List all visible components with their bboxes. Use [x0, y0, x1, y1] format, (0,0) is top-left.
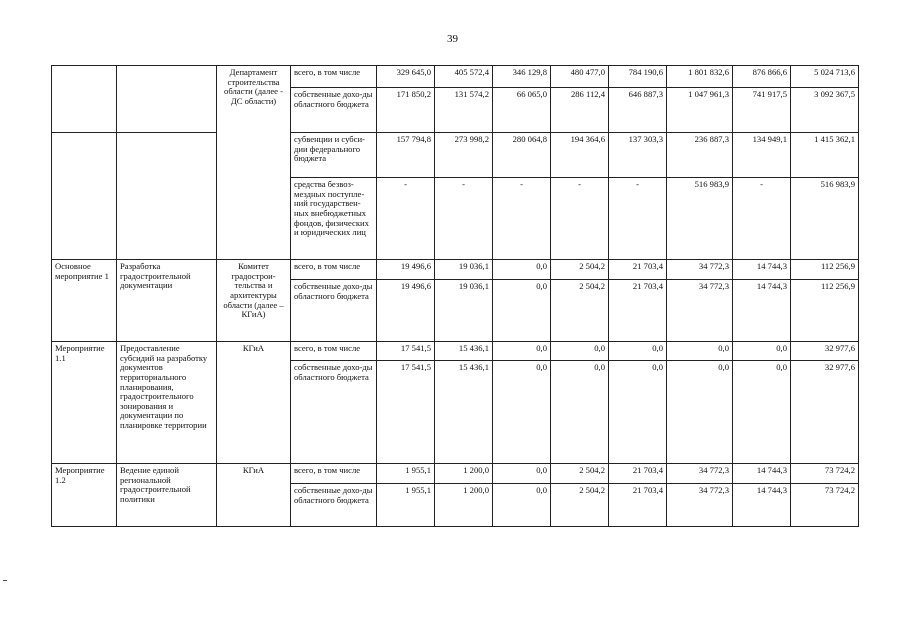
year-value-cell: 0,0 [733, 361, 791, 464]
year-value-cell: 0,0 [493, 342, 551, 361]
year-value-cell: 19 036,1 [435, 280, 493, 342]
year-value-cell: 134 949,1 [733, 133, 791, 178]
total-value-cell: 3 092 367,5 [791, 88, 859, 133]
year-value-cell: 2 504,2 [551, 280, 609, 342]
year-value-cell: 66 065,0 [493, 88, 551, 133]
year-value-cell: 2 504,2 [551, 260, 609, 280]
year-value-cell: - [551, 178, 609, 260]
executor-cell: Комитет градострои-тельства и архитектуры области (далее – КГиА) [217, 260, 291, 342]
measure-name-cell: Ведение единой региональной градостроительной политики [117, 464, 217, 527]
year-value-cell: - [493, 178, 551, 260]
year-value-cell: 0,0 [609, 342, 667, 361]
funding-source-cell: субвенции и субси-дии федерального бюджета [291, 133, 377, 178]
year-value-cell: 1 200,0 [435, 464, 493, 484]
year-value-cell: 876 866,6 [733, 66, 791, 88]
year-value-cell: 34 772,3 [667, 260, 733, 280]
year-value-cell: 131 574,2 [435, 88, 493, 133]
funding-source-cell: собственные дохо-ды областного бюджета [291, 361, 377, 464]
measure-code-cell: Мероприятие 1.2 [52, 464, 117, 527]
year-value-cell: 34 772,3 [667, 484, 733, 527]
total-value-cell: 73 724,2 [791, 484, 859, 527]
year-value-cell: 286 112,4 [551, 88, 609, 133]
total-value-cell: 112 256,9 [791, 280, 859, 342]
table-body [52, 66, 859, 527]
year-value-cell: 34 772,3 [667, 464, 733, 484]
year-value-cell: 19 496,6 [377, 280, 435, 342]
measure-name-cell: Предоставление субсидий на разработку документов территориального планирования, градостроительного зонирования и документации по планировке территории [117, 342, 217, 464]
year-value-cell: 14 744,3 [733, 484, 791, 527]
funding-source-cell: собственные дохо-ды областного бюджета [291, 484, 377, 527]
measure-name-cell [117, 133, 217, 260]
year-value-cell: 646 887,3 [609, 88, 667, 133]
year-value-cell: 34 772,3 [667, 280, 733, 342]
year-value-cell: - [609, 178, 667, 260]
year-value-cell: 1 955,1 [377, 484, 435, 527]
measure-name-cell: Разработка градостроительной документации [117, 260, 217, 342]
year-value-cell: 405 572,4 [435, 66, 493, 88]
year-value-cell: 236 887,3 [667, 133, 733, 178]
executor-cell: КГиА [217, 342, 291, 464]
measure-code-cell [52, 133, 117, 260]
funding-source-cell: собственные дохо-ды областного бюджета [291, 280, 377, 342]
year-value-cell: 194 364,6 [551, 133, 609, 178]
year-value-cell: 0,0 [493, 280, 551, 342]
year-value-cell: 1 047 961,3 [667, 88, 733, 133]
table-row [52, 260, 859, 280]
year-value-cell: 784 190,6 [609, 66, 667, 88]
year-value-cell: 0,0 [493, 260, 551, 280]
funding-source-cell: всего, в том числе [291, 66, 377, 88]
measure-code-cell: Мероприятие 1.1 [52, 342, 117, 464]
year-value-cell: 21 703,4 [609, 484, 667, 527]
year-value-cell: 0,0 [493, 464, 551, 484]
year-value-cell: 480 477,0 [551, 66, 609, 88]
year-value-cell: 19 496,6 [377, 260, 435, 280]
table-row [52, 66, 859, 88]
funding-source-cell: средства безвоз-мездных поступле-ний государствен-ных внебюджетных фондов, физических и юридических лиц [291, 178, 377, 260]
year-value-cell: 21 703,4 [609, 464, 667, 484]
year-value-cell: 741 917,5 [733, 88, 791, 133]
year-value-cell: 0,0 [667, 361, 733, 464]
year-value-cell: 21 703,4 [609, 260, 667, 280]
year-value-cell: 0,0 [493, 484, 551, 527]
year-value-cell: 516 983,9 [667, 178, 733, 260]
year-value-cell: 2 504,2 [551, 464, 609, 484]
year-value-cell: 1 801 832,6 [667, 66, 733, 88]
measure-code-cell: Основное мероприятие 1 [52, 260, 117, 342]
table-row [52, 133, 859, 178]
executor-cell: Департамент строительства области (далее - ДС области) [217, 66, 291, 260]
year-value-cell: 14 744,3 [733, 464, 791, 484]
table-row [52, 342, 859, 361]
total-value-cell: 73 724,2 [791, 464, 859, 484]
year-value-cell: 17 541,5 [377, 361, 435, 464]
edge-mark [3, 580, 7, 581]
year-value-cell: 0,0 [733, 342, 791, 361]
total-value-cell: 1 415 362,1 [791, 133, 859, 178]
year-value-cell: 19 036,1 [435, 260, 493, 280]
year-value-cell: 15 436,1 [435, 361, 493, 464]
year-value-cell: 0,0 [667, 342, 733, 361]
funding-source-cell: собственные дохо-ды областного бюджета [291, 88, 377, 133]
year-value-cell: 346 129,8 [493, 66, 551, 88]
year-value-cell: 137 303,3 [609, 133, 667, 178]
year-value-cell: 15 436,1 [435, 342, 493, 361]
year-value-cell: 157 794,8 [377, 133, 435, 178]
year-value-cell: - [733, 178, 791, 260]
funding-source-cell: всего, в том числе [291, 260, 377, 280]
year-value-cell: 329 645,0 [377, 66, 435, 88]
table-row [52, 464, 859, 484]
total-value-cell: 32 977,6 [791, 342, 859, 361]
budget-table [51, 65, 859, 527]
year-value-cell: 0,0 [551, 342, 609, 361]
measure-code-cell [52, 66, 117, 133]
year-value-cell: 0,0 [609, 361, 667, 464]
year-value-cell: 1 955,1 [377, 464, 435, 484]
year-value-cell: 280 064,8 [493, 133, 551, 178]
year-value-cell: - [377, 178, 435, 260]
year-value-cell: 1 200,0 [435, 484, 493, 527]
year-value-cell: 14 744,3 [733, 280, 791, 342]
year-value-cell: 17 541,5 [377, 342, 435, 361]
funding-source-cell: всего, в том числе [291, 342, 377, 361]
total-value-cell: 112 256,9 [791, 260, 859, 280]
executor-cell: КГиА [217, 464, 291, 527]
year-value-cell: - [435, 178, 493, 260]
total-value-cell: 5 024 713,6 [791, 66, 859, 88]
total-value-cell: 516 983,9 [791, 178, 859, 260]
total-value-cell: 32 977,6 [791, 361, 859, 464]
year-value-cell: 2 504,2 [551, 484, 609, 527]
year-value-cell: 273 998,2 [435, 133, 493, 178]
funding-source-cell: всего, в том числе [291, 464, 377, 484]
year-value-cell: 0,0 [551, 361, 609, 464]
measure-name-cell [117, 66, 217, 133]
year-value-cell: 21 703,4 [609, 280, 667, 342]
page-number: 39 [447, 33, 458, 45]
year-value-cell: 0,0 [493, 361, 551, 464]
year-value-cell: 171 850,2 [377, 88, 435, 133]
year-value-cell: 14 744,3 [733, 260, 791, 280]
